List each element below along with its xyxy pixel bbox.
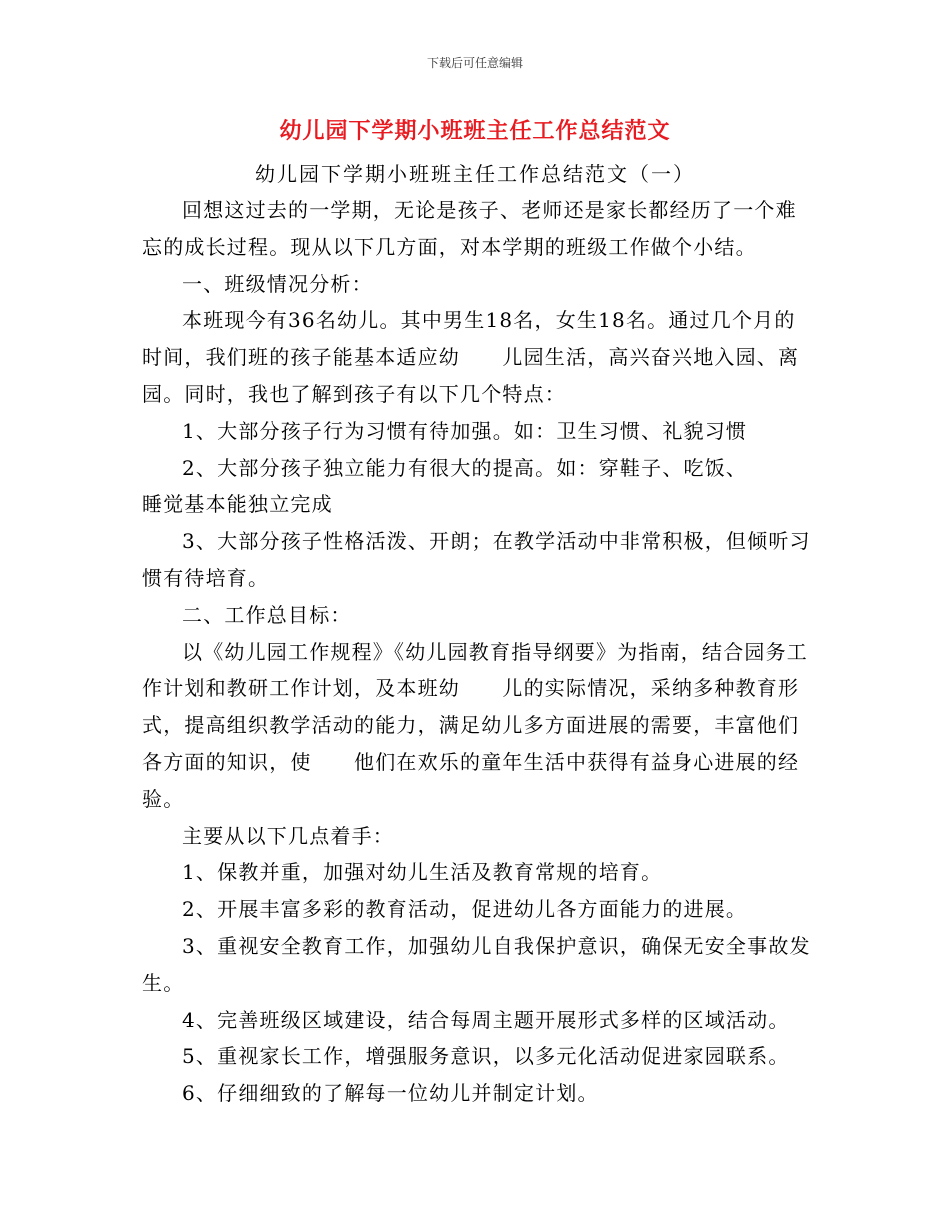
list-item-approach-3: 3、重视安全教育工作，加强幼儿自我保护意识，确保无安全事故发生。 <box>142 933 811 995</box>
list-item-approach-5: 5、重视家长工作，增强服务意识，以多元化活动促进家园联系。 <box>182 1044 790 1069</box>
document-body <box>142 192 812 1112</box>
section-heading-approach: 主要从以下几点着手： <box>182 823 394 848</box>
header-note: 下载后可任意编辑 <box>426 56 523 70</box>
list-item-approach-6: 6、仔细细致的了解每一位幼儿并制定计划。 <box>182 1081 599 1106</box>
list-item-approach-2: 2、开展丰富多彩的教育活动，促进幼儿各方面能力的进展。 <box>182 897 748 922</box>
paragraph-intro: 回想这过去的一学期，无论是孩子、老师还是家长都经历了一个难忘的成长过程。现从以下几方面，对本学期的班级工作做个小结。 <box>142 198 797 259</box>
document-title: 幼儿园下学期小班班主任工作总结范文 <box>279 118 671 144</box>
paragraph-goals: 以《幼儿园工作规程》《幼儿园教育指导纲要》为指南，结合园务工作计划和教研工作计划，及本班幼 儿的实际情况，采纳多种教育形式，提高组织教学活动的能力，满足幼儿多方面进展的需要，丰富他们各方面的知识，使 他们在欢乐的童年生活中获得有益身心进展的经验。 <box>142 639 808 811</box>
section-heading-goals: 二、工作总目标： <box>182 602 352 627</box>
list-item-trait-3: 3、大部分孩子性格活泼、开朗；在教学活动中非常积极，但倾听习惯有待培育。 <box>142 529 811 590</box>
list-item-approach-1: 1、保教并重，加强对幼儿生活及教育常规的培育。 <box>182 860 663 885</box>
list-item-approach-4: 4、完善班级区域建设，结合每周主题开展形式多样的区域活动。 <box>182 1007 790 1032</box>
paragraph-class-overview: 本班现今有36名幼儿。其中男生18名，女生18名。通过几个月的时间，我们班的孩子能基本适应幼 儿园生活，高兴奋兴地入园、离园。同时，我也了解到孩子有以下几个特点： <box>142 308 800 406</box>
section-heading-class-analysis: 一、班级情况分析： <box>182 271 373 296</box>
list-item-trait-2: 2、大部分孩子独立能力有很大的提高。如：穿鞋子、吃饭、 睡觉基本能独立完成 <box>142 455 801 517</box>
list-item-trait-1: 1、大部分孩子行为习惯有待加强。如：卫生习惯、礼貌习惯 <box>182 418 748 443</box>
document-subtitle: 幼儿园下学期小班班主任工作总结范文（一） <box>255 162 695 186</box>
